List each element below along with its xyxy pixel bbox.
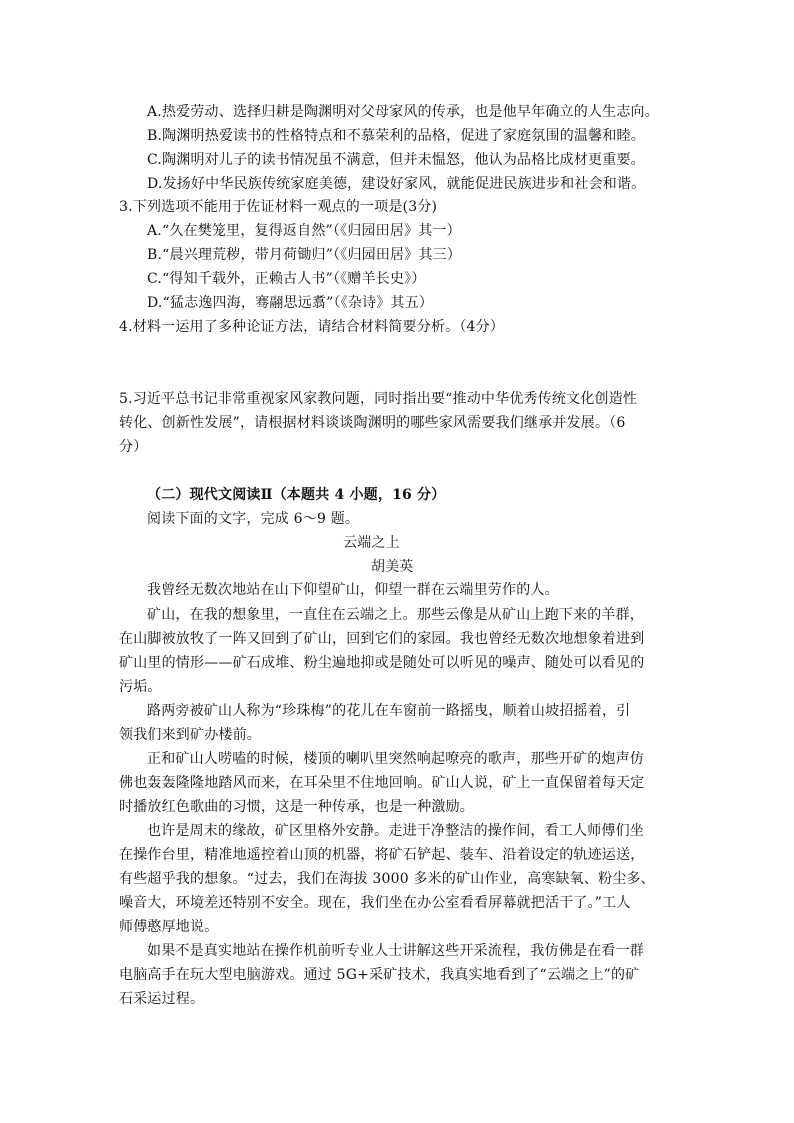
article-line: 如果不是真实地站在操作机前听专业人士讲解这些开采流程，我仿佛是在看一群 bbox=[147, 943, 644, 959]
article-line: 我曾经无数次地站在山下仰望矿山，仰望一群在云端里劳作的人。 bbox=[147, 582, 559, 598]
article-line: 矿山里的情形——矿石成堆、粉尘遍地抑或是随处可以听见的噪声、随处可以看见的 bbox=[119, 655, 645, 671]
q5-line-2: 转化、创新性发展”，请根据材料谈谈陶渊明的哪些家风需要我们继承并发展。（6 bbox=[119, 415, 626, 431]
section-instruction: 阅读下面的文字，完成 6～9 题。 bbox=[147, 511, 360, 527]
q2-option-c: C.陶渊明对儿子的读书情况虽不满意，但并未愠怒，他认为品格比成材更重要。 bbox=[147, 152, 645, 168]
q3-stem: 3.下列选项不能用于佐证材料一观点的一项是(3分) bbox=[119, 199, 438, 215]
q3-option-a: A.“久在樊笼里，复得返自然”（《归园田居》其一） bbox=[147, 223, 461, 239]
article-line: 矿山，在我的想象里，一直住在云端之上。那些云像是从矿山上跑下来的羊群， bbox=[147, 607, 644, 623]
article-line: 污垢。 bbox=[119, 679, 162, 695]
q3-option-b: B.“晨兴理荒秽，带月荷锄归”（《归园田居》其三） bbox=[147, 247, 462, 263]
q3-option-d: D.“猛志逸四海，骞翮思远翥”（《杂诗》其五） bbox=[147, 295, 434, 311]
q2-option-d: D.发扬好中华民族传统家庭美德，建设好家风，就能促进民族进步和社会和谐。 bbox=[147, 176, 646, 192]
article-line: 在操作台里，精准地遥控着山顶的机器，将矿石铲起、装车、沿着设定的轨迹运送， bbox=[119, 847, 645, 863]
q4-question: 4.材料一运用了多种论证方法，请结合材料简要分析。（4分） bbox=[119, 319, 505, 335]
article-line: 时播放红色歌曲的习惯，这是一种传承，也是一种激励。 bbox=[119, 799, 474, 815]
article-line: 电脑高手在玩大型电脑游戏。通过 5G+采矿技术，我真实地看到了“云端之上”的矿 bbox=[119, 967, 640, 983]
article-line: 也许是周末的缘故，矿区里格外安静。走进干净整洁的操作间，看工人师傅们坐 bbox=[147, 823, 644, 839]
article-line: 领我们来到矿办楼前。 bbox=[119, 727, 261, 743]
article-line: 石采运过程。 bbox=[119, 991, 205, 1007]
q5-line-3: 分） bbox=[119, 439, 148, 455]
article-line: 路两旁被矿山人称为“珍珠梅”的花儿在车窗前一路摇曳，顺着山坡招摇着，引 bbox=[147, 703, 631, 719]
article-line: 师傅憨厚地说。 bbox=[119, 919, 219, 935]
q2-option-b: B.陶渊明热爱读书的性格特点和不慕荣利的品格，促进了家庭氛围的温馨和睦。 bbox=[147, 128, 645, 144]
article-line: 在山脚被放牧了一阵又回到了矿山，回到它们的家园。我也曾经无数次地想象着进到 bbox=[119, 631, 645, 647]
article-line: 佛也轰轰隆隆地踏风而来，在耳朵里不住地回响。矿山人说，矿上一直保留着每天定 bbox=[119, 775, 645, 791]
article-line: 噪音大，环境差还特别不安全。现在，我们坐在办公室看看屏幕就把活干了。”工人 bbox=[119, 895, 631, 911]
article-line: 有些超乎我的想象。“过去，我们在海拔 3000 多米的矿山作业，高寒缺氧、粉尘多、 bbox=[119, 871, 655, 887]
article-line: 正和矿山人唠嗑的时候，楼顶的喇叭里突然响起嘹亮的歌声，那些开矿的炮声仿 bbox=[147, 751, 644, 767]
section-heading: （二）现代文阅读Ⅱ（本题共 4 小题，16 分） bbox=[147, 487, 446, 503]
article-author: 胡美英 bbox=[371, 559, 414, 575]
q2-option-a: A.热爱劳动、选择归耕是陶渊明对父母家风的传承，也是他早年确立的人生志向。 bbox=[147, 104, 659, 120]
q5-line-1: 5.习近平总书记非常重视家风家教问题，同时指出要“推动中华优秀传统文化创造性 bbox=[119, 391, 638, 407]
q3-option-c: C.“得知千载外，正赖古人书”（《赠羊长史》） bbox=[147, 271, 426, 287]
article-title: 云端之上 bbox=[343, 535, 400, 551]
